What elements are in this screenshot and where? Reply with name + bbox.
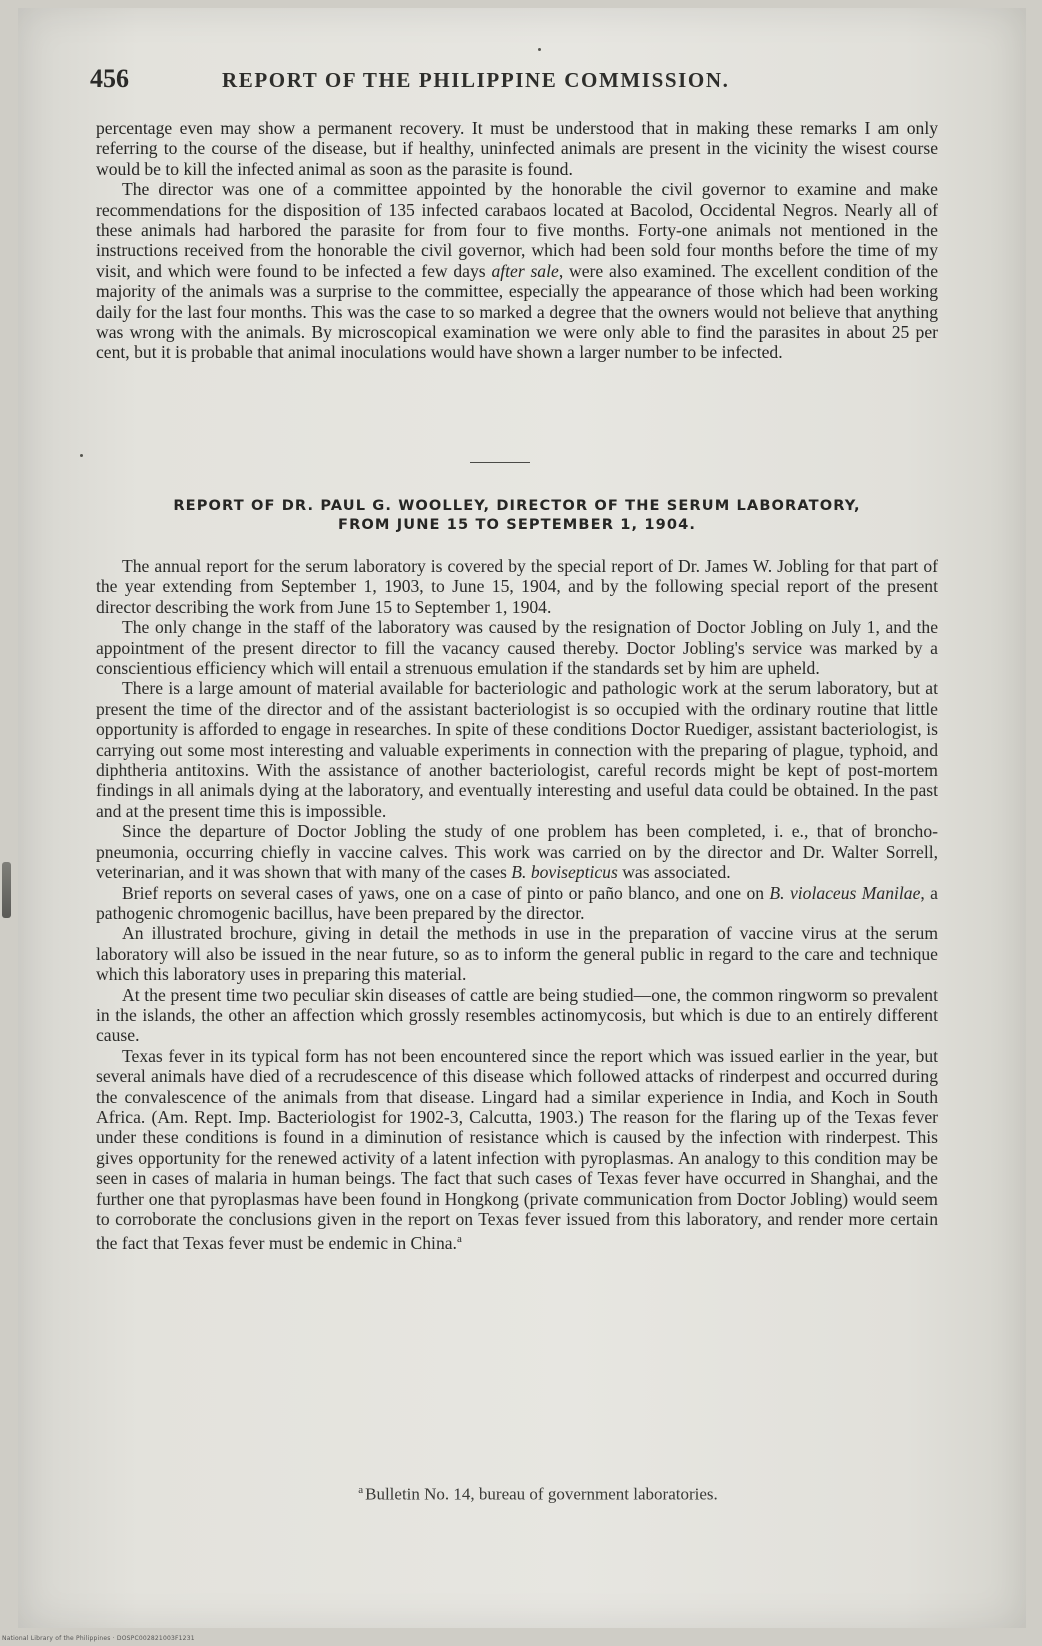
section-heading — [96, 496, 938, 534]
footnote-reference: a — [456, 1233, 462, 1246]
paragraph-staff-change: The only change in the staff of the laboratory was caused by the resignation of Doctor Jobling on July 1, and the appointment of the present director to fill the vacancy caused thereby. Doctor Jobling's service was marked by a conscientious efficiency which will entail a strenuous emulation if the standards set by him are upheld. — [96, 617, 938, 679]
commission-text-continued — [96, 118, 938, 363]
brief-text-a: Brief reports on several cases of yaws, one on a case of pinto or paño blanco, and one on — [122, 882, 770, 903]
scanned-page — [18, 8, 1026, 1628]
scan-speck — [538, 48, 541, 51]
section-heading-line-1: REPORT OF DR. PAUL G. WOOLLEY, DIRECTOR OF THE SERUM LABORATORY, — [173, 497, 861, 514]
carabao-text-italic: after sale — [491, 260, 559, 281]
brief-text-b: , a pathogenic chromogenic bacillus, have been prepared by the director. — [96, 882, 938, 923]
broncho-text-italic: B. bovisepticus — [511, 862, 618, 883]
paragraph-material-available: There is a large amount of material available for bacteriologic and pathologic work at the serum laboratory, but at present the time of the director and of the assistant bacteriologist is so occupied with the ordinary routine that little opportunity is afforded to engage in researches. In spite of these conditions Doctor Ruediger, assistant bacteriologist, is carrying out some most interesting and valuable experiments in connection with the preparing of plague, typhoid, and diphtheria antitoxins. With the assistance of another bacteriologist, careful records might be kept of post-mortem findings in all animals dying at the laboratory, and eventually interesting and useful data could be obtained. In the past and at the present time this is impossible. — [96, 678, 938, 821]
broncho-text-b: was associated. — [617, 862, 731, 883]
running-head — [90, 64, 950, 98]
section-heading-line-2: FROM JUNE 15 TO SEPTEMBER 1, 1904. — [338, 516, 696, 533]
section-divider-rule — [470, 462, 530, 463]
paragraph-brochure: An illustrated brochure, giving in detail the methods in use in the preparation of vaccine virus at the serum laboratory will also be issued in the near future, so as to inform the general public in regard to the care and technique which this laboratory uses in preparing this material. — [96, 923, 938, 985]
page-edge-clip — [2, 862, 11, 918]
texas-fever-text: Texas fever in its typical form has not been encountered since the report which was issued earlier in the year, but several animals have died of a recrudescence of this disease which followed attacks of rinderpest and occurred during the convalescence of the animals from that disease. Lingard had a similar experience in India, and Koch in South Africa. (Am. Rept. Imp. Bacteriologist for 1902-3, Calcutta, 1903.) The reason for the flaring up of the Texas fever under these conditions is found in a diminution of resistance which is caused by the infection with rinderpest. This gives opportunity for the renewed activity of a latent infection with pyroplasmas. An analogy to this condition may be seen in cases of malaria in human beings. The fact that such cases of Texas fever have occurred in Shanghai, and the further one that pyroplasmas have been found in Hongkong (private communication from Doctor Jobling) would seem to corroborate the conclusions given in the report on Texas fever issued from this laboratory, and render more certain the fact that Texas fever must be endemic in China. — [96, 1045, 938, 1254]
page-number: 456 — [90, 64, 129, 93]
paragraph-broncho-pneumonia — [96, 821, 938, 882]
paragraph-annual-report: The annual report for the serum laboratory is covered by the special report of Dr. James W. Jobling for that part of the year extending from September 1, 1903, to June 15, 1904, and by the following special report of the present director describing the work from June 15 to September 1, 1904. — [96, 556, 938, 617]
paragraph-brief-reports — [96, 883, 938, 924]
scan-source-label: National Library of the Philippines · DOSPC002821003F1231 — [2, 1635, 195, 1642]
serum-laboratory-report — [96, 556, 938, 1254]
paragraph-texas-fever — [96, 1046, 938, 1254]
brief-text-italic: B. violaceus Manilae — [769, 882, 921, 903]
scan-speck — [80, 454, 83, 457]
carabao-text-a: The director was one of a committee appointed by the honorable the civil governor to examine and make recommendations for the disposition of 135 infected carabaos located at Bacolod, Occidental Negros. Nearly all of these animals had harbored the parasite for from four to five months. Forty-one animals not mentioned in the instructions received from the honorable the civil governor, which had been sold four months before the time of my visit, and which were found to be infected a few days — [96, 179, 938, 281]
footnote — [218, 1484, 858, 1505]
footnote-mark: a — [358, 1484, 364, 1496]
running-title: REPORT OF THE PHILIPPINE COMMISSION. — [222, 68, 730, 92]
footnote-text: Bulletin No. 14, bureau of government laboratories. — [365, 1484, 718, 1504]
carabao-text-b: , were also examined. The excellent condition of the majority of the animals was a surprise to the committee, especially the appearance of those which had been working daily for the last four months. This was the case to so marked a degree that the owners would not believe that anything was wrong with the animals. By microscopical examination we were only able to find the parasites in about 25 per cent, but it is probable that animal inoculations would have shown a larger number to be infected. — [96, 260, 938, 363]
paragraph-carabao-committee — [96, 179, 938, 363]
paragraph-skin-diseases: At the present time two peculiar skin diseases of cattle are being studied—one, the common ringworm so prevalent in the islands, the other an affection which grossly resembles actinomycosis, but which is due to an entirely different cause. — [96, 984, 938, 1046]
paragraph-parasite-recovery: percentage even may show a permanent recovery. It must be understood that in making these remarks I am only referring to the course of the disease, but if healthy, uninfected animals are present in the vicinity the wisest course would be to kill the infected animal as soon as the parasite is found. — [96, 118, 938, 179]
broncho-text-a: Since the departure of Doctor Jobling the study of one problem has been completed, i. e., that of broncho-pneumonia, occurring chiefly in vaccine calves. This work was carried on by the director and Dr. Walter Sorrell, veterinarian, and it was shown that with many of the cases — [96, 821, 938, 883]
